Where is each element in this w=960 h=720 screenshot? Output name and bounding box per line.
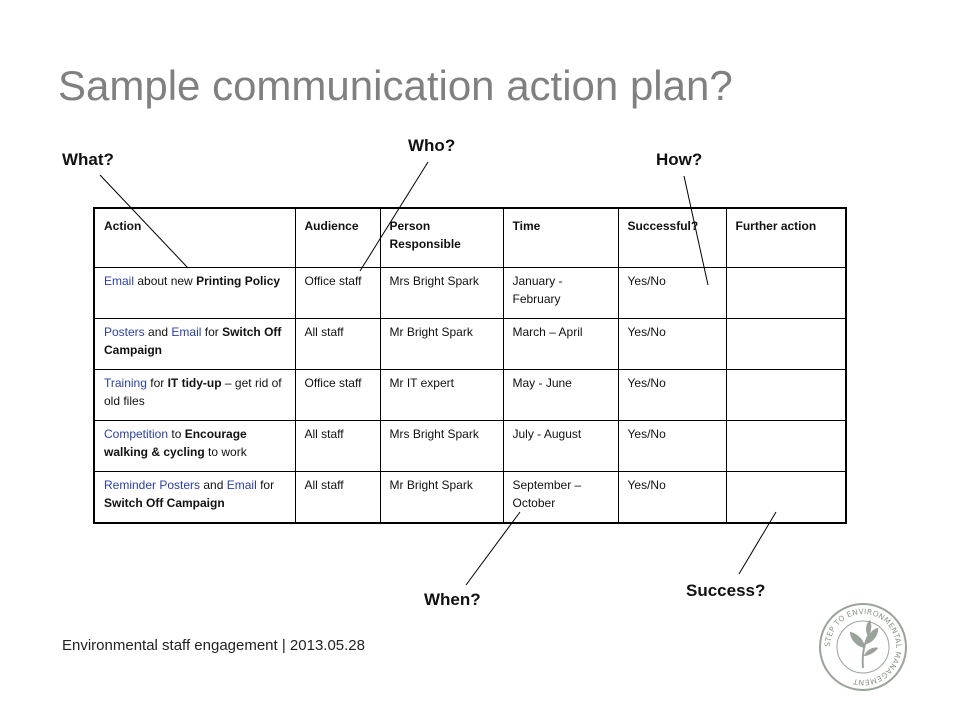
action-text-segment: Email	[226, 478, 257, 492]
page-title: Sample communication action plan?	[58, 62, 733, 109]
header-person-responsible: Person Responsible	[380, 208, 503, 268]
action-text-segment: for	[146, 376, 168, 390]
cell-time: March – April	[503, 319, 618, 370]
action-text-segment: Email	[171, 325, 202, 339]
when-connector-line	[466, 512, 520, 585]
action-text-segment: – get rid of old files	[104, 376, 282, 408]
header-time: Time	[503, 208, 618, 268]
logo-ring-text: STEP TO ENVIRONMENTAL MANAGEMENT	[822, 606, 904, 688]
cell-time: July - August	[503, 421, 618, 472]
cell-person-responsible: Mr Bright Spark	[380, 472, 503, 524]
cell-successful: Yes/No	[618, 319, 726, 370]
how-connector-line	[684, 176, 708, 285]
organisation-logo	[818, 602, 908, 692]
what-connector-line	[100, 175, 188, 268]
cell-time: September – October	[503, 472, 618, 524]
header-successful: Successful?	[618, 208, 726, 268]
action-text-segment: Reminder Posters	[104, 478, 201, 492]
callout-how: How?	[656, 150, 703, 169]
cell-person-responsible: Mr IT expert	[380, 370, 503, 421]
cell-successful: Yes/No	[618, 421, 726, 472]
cell-time: January - February	[503, 268, 618, 319]
action-text-segment: to	[168, 427, 185, 441]
callout-who: Who?	[408, 136, 456, 155]
cell-person-responsible: Mrs Bright Spark	[380, 268, 503, 319]
footer-text: Environmental staff engagement | 2013.05.28	[62, 637, 365, 654]
action-text-segment: for	[201, 325, 223, 339]
header-further-action: Further action	[726, 208, 846, 268]
cell-audience: Office staff	[295, 268, 380, 319]
cell-successful: Yes/No	[618, 268, 726, 319]
header-action: Action	[94, 208, 295, 268]
who-connector-line	[360, 162, 428, 271]
callout-when: When?	[424, 590, 481, 609]
action-text-segment: and	[200, 478, 227, 492]
header-audience: Audience	[295, 208, 380, 268]
action-text-segment: about new	[134, 274, 197, 288]
action-text-segment: Training	[104, 376, 147, 390]
action-text-segment: IT tidy-up	[167, 376, 222, 390]
action-text-segment: Competition	[104, 427, 169, 441]
cell-person-responsible: Mr Bright Spark	[380, 319, 503, 370]
cell-successful: Yes/No	[618, 370, 726, 421]
action-text-segment: Printing Policy	[196, 274, 281, 288]
success-connector-line	[739, 512, 776, 574]
cell-audience: All staff	[295, 421, 380, 472]
action-text-segment: Posters	[104, 325, 145, 339]
cell-person-responsible: Mrs Bright Spark	[380, 421, 503, 472]
action-text-segment: Switch Off Campaign	[104, 496, 225, 510]
action-text-segment: and	[144, 325, 172, 339]
cell-audience: All staff	[295, 319, 380, 370]
action-text-segment: for	[256, 478, 275, 492]
cell-audience: Office staff	[295, 370, 380, 421]
action-text-segment: to work	[204, 445, 247, 459]
cell-time: May - June	[503, 370, 618, 421]
cell-successful: Yes/No	[618, 472, 726, 524]
action-text-segment: Email	[104, 274, 135, 288]
callout-success: Success?	[686, 581, 766, 600]
action-text-segment: Switch Off Campaign	[104, 325, 282, 357]
action-text-segment: Encourage walking & cycling	[104, 427, 247, 459]
callout-what: What?	[62, 150, 114, 169]
cell-audience: All staff	[295, 472, 380, 524]
